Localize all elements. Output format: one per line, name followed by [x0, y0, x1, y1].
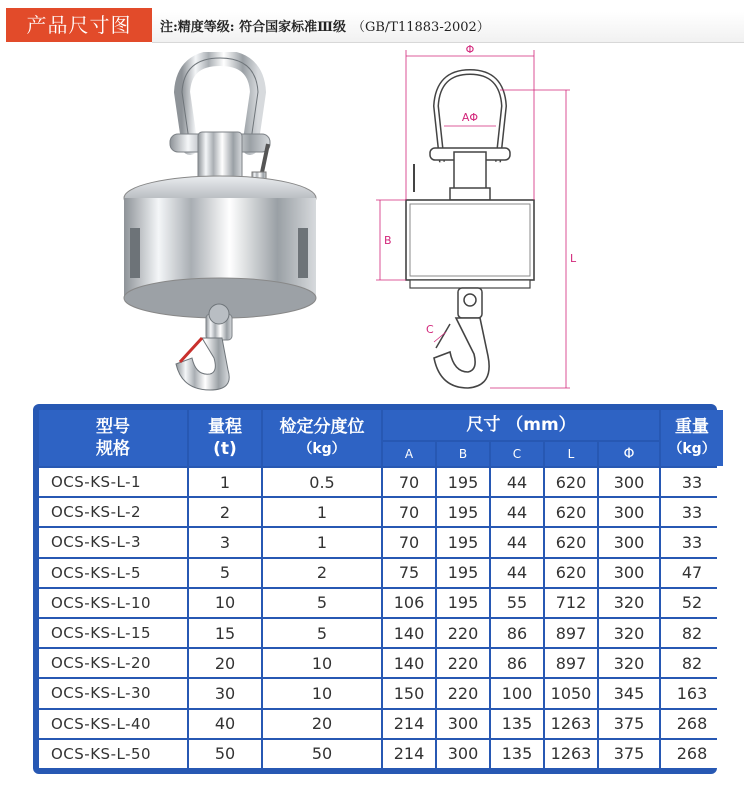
header-size-c: C [491, 442, 543, 466]
section-title: 产品尺寸图 [6, 8, 152, 42]
cell-capacity: 30 [189, 679, 261, 707]
spec-table-body [39, 468, 723, 768]
header-weight [661, 410, 723, 466]
cell-size-l: 620 [545, 468, 597, 496]
table-row [39, 679, 723, 707]
cell-size-c: 44 [491, 468, 543, 496]
header-weight-line1: 重量 [675, 417, 710, 437]
header-division [263, 410, 381, 466]
diagram-label-a-phi: AΦ [461, 111, 479, 124]
cell-capacity: 15 [189, 619, 261, 647]
header-division-line2: （kg） [298, 441, 346, 457]
table-row [39, 498, 723, 526]
cell-division: 20 [263, 710, 381, 738]
cell-division: 5 [263, 589, 381, 617]
cell-size-phi: 300 [599, 468, 659, 496]
cell-weight: 163 [661, 679, 723, 707]
cell-size-l: 620 [545, 559, 597, 587]
spec-table-frame [33, 404, 717, 774]
cell-size-phi: 320 [599, 649, 659, 677]
precision-note-label: 注:精度等级: 符合国家标准Ⅲ级 [160, 20, 346, 35]
cell-size-l: 897 [545, 649, 597, 677]
cell-size-phi: 375 [599, 740, 659, 768]
cell-weight: 33 [661, 528, 723, 556]
header-capacity-line2: (t) [213, 439, 237, 459]
table-row [39, 559, 723, 587]
cell-weight: 52 [661, 589, 723, 617]
cell-size-a: 70 [383, 528, 435, 556]
cell-size-b: 220 [437, 619, 489, 647]
cell-weight: 82 [661, 649, 723, 677]
cell-size-c: 135 [491, 740, 543, 768]
cell-size-c: 44 [491, 498, 543, 526]
cell-model: OCS-KS-L-30 [39, 679, 187, 707]
cell-size-a: 140 [383, 649, 435, 677]
header-capacity [189, 410, 261, 466]
cell-size-phi: 375 [599, 710, 659, 738]
cell-model: OCS-KS-L-5 [39, 559, 187, 587]
cell-size-c: 44 [491, 528, 543, 556]
cell-division: 10 [263, 649, 381, 677]
cell-model: OCS-KS-L-20 [39, 649, 187, 677]
table-row [39, 589, 723, 617]
cell-size-l: 1050 [545, 679, 597, 707]
header-bar [0, 0, 750, 46]
header-division-line1: 检定分度位 [279, 417, 365, 437]
cell-capacity: 20 [189, 649, 261, 677]
cell-model: OCS-KS-L-1 [39, 468, 187, 496]
cell-size-l: 897 [545, 619, 597, 647]
header-size: 尺寸 （mm） [383, 410, 659, 440]
cell-division: 1 [263, 528, 381, 556]
cell-model: OCS-KS-L-15 [39, 619, 187, 647]
cell-capacity: 40 [189, 710, 261, 738]
cell-model: OCS-KS-L-50 [39, 740, 187, 768]
table-row [39, 710, 723, 738]
cell-size-b: 195 [437, 468, 489, 496]
cell-weight: 33 [661, 498, 723, 526]
cell-division: 0.5 [263, 468, 381, 496]
diagram-label-phi: Φ [465, 43, 475, 56]
header-model [39, 410, 187, 466]
cell-size-c: 44 [491, 559, 543, 587]
table-row [39, 528, 723, 556]
precision-note [160, 16, 490, 35]
cell-size-a: 75 [383, 559, 435, 587]
cell-size-l: 620 [545, 528, 597, 556]
diagram-label-b: B [384, 234, 392, 247]
cell-division: 10 [263, 679, 381, 707]
cell-size-a: 150 [383, 679, 435, 707]
cell-size-c: 135 [491, 710, 543, 738]
spec-table [37, 408, 725, 770]
header-capacity-line1: 量程 [208, 417, 242, 437]
cell-size-b: 195 [437, 498, 489, 526]
cell-size-a: 140 [383, 619, 435, 647]
cell-size-phi: 300 [599, 559, 659, 587]
cell-size-b: 195 [437, 559, 489, 587]
cell-capacity: 50 [189, 740, 261, 768]
header-weight-line2: （kg） [668, 441, 716, 457]
cell-weight: 268 [661, 710, 723, 738]
header-model-line2: 规格 [96, 439, 130, 459]
cell-size-b: 300 [437, 740, 489, 768]
diagram-label-l: L [570, 252, 577, 265]
cell-weight: 82 [661, 619, 723, 647]
cell-capacity: 5 [189, 559, 261, 587]
diagram-label-c: C [426, 323, 434, 336]
cell-size-a: 106 [383, 589, 435, 617]
cell-capacity: 10 [189, 589, 261, 617]
cell-division: 5 [263, 619, 381, 647]
cell-size-l: 620 [545, 498, 597, 526]
table-row [39, 619, 723, 647]
cell-size-phi: 300 [599, 498, 659, 526]
cell-size-a: 214 [383, 740, 435, 768]
cell-model: OCS-KS-L-10 [39, 589, 187, 617]
cell-weight: 33 [661, 468, 723, 496]
cell-size-b: 195 [437, 528, 489, 556]
cell-size-a: 214 [383, 710, 435, 738]
cell-size-c: 55 [491, 589, 543, 617]
cell-capacity: 2 [189, 498, 261, 526]
cell-size-l: 1263 [545, 740, 597, 768]
cell-model: OCS-KS-L-40 [39, 710, 187, 738]
dimension-diagram [370, 42, 610, 402]
cell-division: 50 [263, 740, 381, 768]
cell-size-b: 220 [437, 649, 489, 677]
header-size-phi: Φ [599, 442, 659, 466]
table-row [39, 649, 723, 677]
cell-model: OCS-KS-L-3 [39, 528, 187, 556]
cell-division: 2 [263, 559, 381, 587]
cell-size-phi: 300 [599, 528, 659, 556]
cell-weight: 47 [661, 559, 723, 587]
cell-model: OCS-KS-L-2 [39, 498, 187, 526]
cell-size-b: 220 [437, 679, 489, 707]
cell-size-c: 86 [491, 619, 543, 647]
cell-size-phi: 320 [599, 619, 659, 647]
cell-size-l: 1263 [545, 710, 597, 738]
standard-code: （GB/T11883-2002） [351, 20, 490, 35]
product-photo [110, 52, 330, 392]
cell-weight: 268 [661, 740, 723, 768]
cell-size-c: 86 [491, 649, 543, 677]
cell-division: 1 [263, 498, 381, 526]
header-model-line1: 型号 [96, 417, 130, 437]
cell-size-phi: 345 [599, 679, 659, 707]
header-size-a: A [383, 442, 435, 466]
cell-size-a: 70 [383, 468, 435, 496]
cell-size-l: 712 [545, 589, 597, 617]
header-size-l: L [545, 442, 597, 466]
table-row [39, 740, 723, 768]
cell-size-b: 300 [437, 710, 489, 738]
cell-size-a: 70 [383, 498, 435, 526]
cell-capacity: 3 [189, 528, 261, 556]
cell-size-c: 100 [491, 679, 543, 707]
header-size-b: B [437, 442, 489, 466]
table-row [39, 468, 723, 496]
cell-size-phi: 320 [599, 589, 659, 617]
cell-capacity: 1 [189, 468, 261, 496]
cell-size-b: 195 [437, 589, 489, 617]
